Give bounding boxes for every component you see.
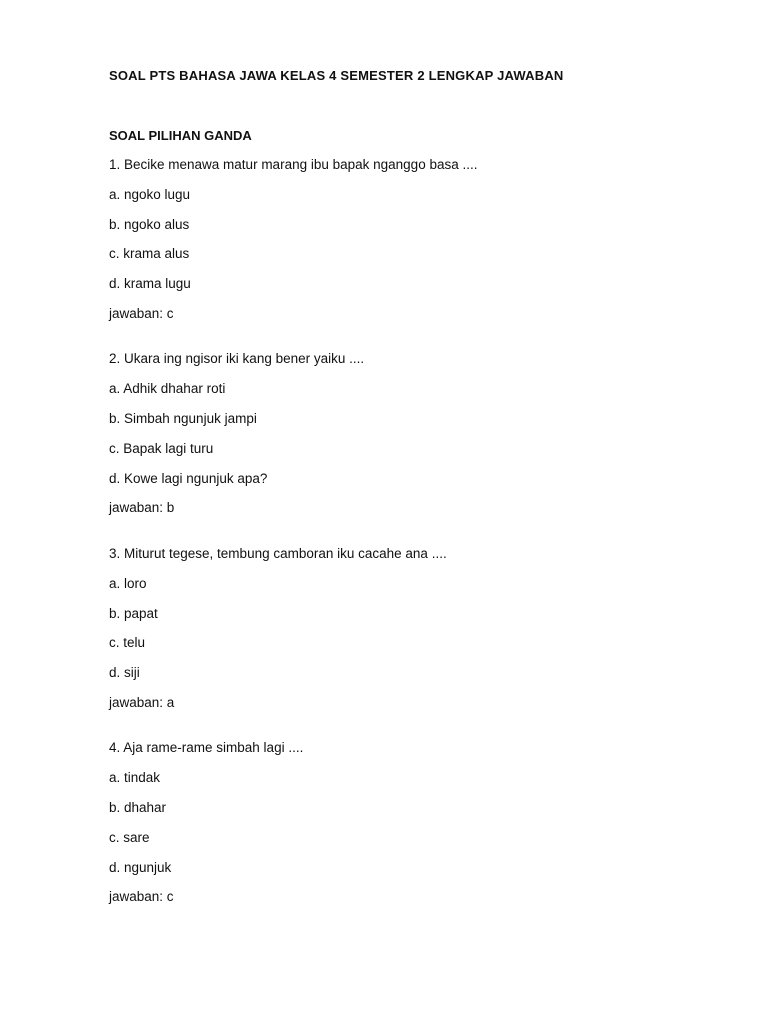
question-block xyxy=(109,157,749,322)
option-a: a. tindak xyxy=(109,770,161,786)
question-text: 1. Becike menawa matur marang ibu bapak nganggo basa .... xyxy=(109,157,478,172)
question-text: 2. Ukara ing ngisor iki kang bener yaiku .... xyxy=(109,351,365,367)
question-block xyxy=(109,546,749,711)
option-d: d. siji xyxy=(109,665,140,681)
option-d: d. krama lugu xyxy=(109,276,191,292)
question-block xyxy=(109,740,749,905)
option-b: b. dhahar xyxy=(109,800,167,816)
question-list xyxy=(109,157,749,935)
answer-text: jawaban: a xyxy=(109,694,175,710)
option-a: a. ngoko lugu xyxy=(109,186,191,202)
option-a: a. loro xyxy=(109,575,147,591)
question-text: 4. Aja rame-rame simbah lagi .... xyxy=(109,740,304,756)
answer-text: jawaban: c xyxy=(109,305,174,321)
question-text: 3. Miturut tegese, tembung camboran iku cacahe ana .... xyxy=(109,545,447,561)
section-heading: SOAL PILIHAN GANDA xyxy=(109,128,252,143)
option-b: b. Simbah ngunjuk jampi xyxy=(109,411,257,427)
option-b: b. papat xyxy=(109,605,158,621)
document-title: SOAL PTS BAHASA JAWA KELAS 4 SEMESTER 2 LENGKAP JAWABAN xyxy=(109,68,564,83)
option-a: a. Adhik dhahar roti xyxy=(109,381,226,397)
question-block xyxy=(109,351,749,516)
option-c: c. Bapak lagi turu xyxy=(109,440,214,456)
option-c: c. telu xyxy=(109,635,146,651)
option-c: c. sare xyxy=(109,829,150,845)
answer-text: jawaban: c xyxy=(109,889,174,905)
option-d: d. Kowe lagi ngunjuk apa? xyxy=(109,470,268,486)
option-b: b. ngoko alus xyxy=(109,216,190,232)
option-c: c. krama alus xyxy=(109,246,190,262)
answer-text: jawaban: b xyxy=(109,500,175,516)
option-d: d. ngunjuk xyxy=(109,859,172,875)
